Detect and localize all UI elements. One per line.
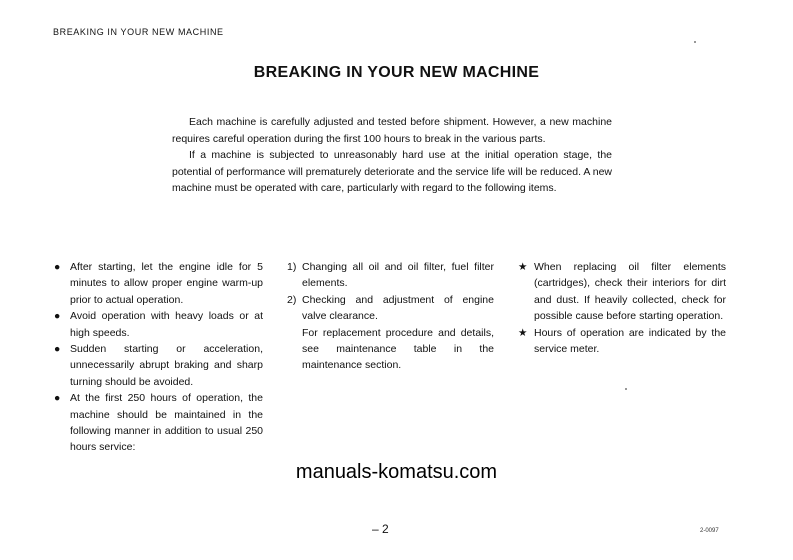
column-maintenance (287, 259, 494, 374)
intro-text (172, 114, 612, 197)
document-code: 2-0097 (700, 528, 719, 534)
star-note-text: When replacing oil filter elements (cartridges), check their interiors for dirt and dust. If heavily collected, check for possible cause before starting operation. (534, 261, 726, 323)
item-number: 1) (287, 261, 297, 273)
list-item (54, 259, 263, 308)
page-title: BREAKING IN YOUR NEW MACHINE (253, 64, 540, 81)
item-number: 2) (287, 293, 297, 306)
star-icon: ★ (518, 326, 528, 339)
running-head: BREAKING IN YOUR NEW MACHINE (53, 27, 224, 37)
star-note-text: Hours of operation are indicated by the service meter. (534, 326, 726, 356)
bullet-icon: ● (54, 392, 61, 405)
speck (694, 41, 696, 43)
page-number: – 2 (372, 522, 389, 536)
numbered-item (287, 292, 494, 325)
numbered-item-text: Changing all oil and oil filter, fuel filter elements. (302, 261, 494, 290)
column-precautions (54, 259, 263, 456)
bullet-icon: ● (54, 310, 61, 323)
column-notes (518, 259, 726, 357)
list-item-text: At the first 250 hours of operation, the machine should be maintained in the following manner in addition to usual 250 hours service: (70, 392, 263, 454)
watermark: manuals-komatsu.com (295, 461, 498, 483)
speck (625, 388, 627, 390)
maintenance-note: For replacement procedure and details, see maintenance table in the maintenance section. (302, 326, 494, 372)
list-item (54, 341, 263, 390)
star-note (518, 325, 726, 358)
list-item-text: Avoid operation with heavy loads or at high speeds. (70, 310, 263, 339)
list-item-text: Sudden starting or acceleration, unnecessarily abrupt braking and sharp turning should be avoided. (70, 343, 263, 388)
list-item (54, 390, 263, 456)
numbered-item-text: Checking and adjustment of engine valve clearance. (302, 293, 494, 323)
list-item (54, 308, 263, 341)
intro-paragraph-1: Each machine is carefully adjusted and tested before shipment. However, a new machine requires careful operation during the first 100 hours to break in the various parts. (172, 116, 612, 145)
intro-paragraph-2: If a machine is subjected to unreasonably hard use at the initial operation stage, the potential of performance will prematurely deteriorate and the service life will be reduced. A new machine must be operated with care, particularly with regard to the following items. (172, 149, 612, 194)
numbered-item (287, 259, 494, 292)
bullet-icon: ● (54, 343, 61, 356)
bullet-icon: ● (54, 261, 61, 273)
list-item-text: After starting, let the engine idle for 5 minutes to allow proper engine warm-up prior to actual operation. (70, 261, 263, 306)
star-note (518, 259, 726, 325)
star-icon: ★ (518, 261, 528, 273)
